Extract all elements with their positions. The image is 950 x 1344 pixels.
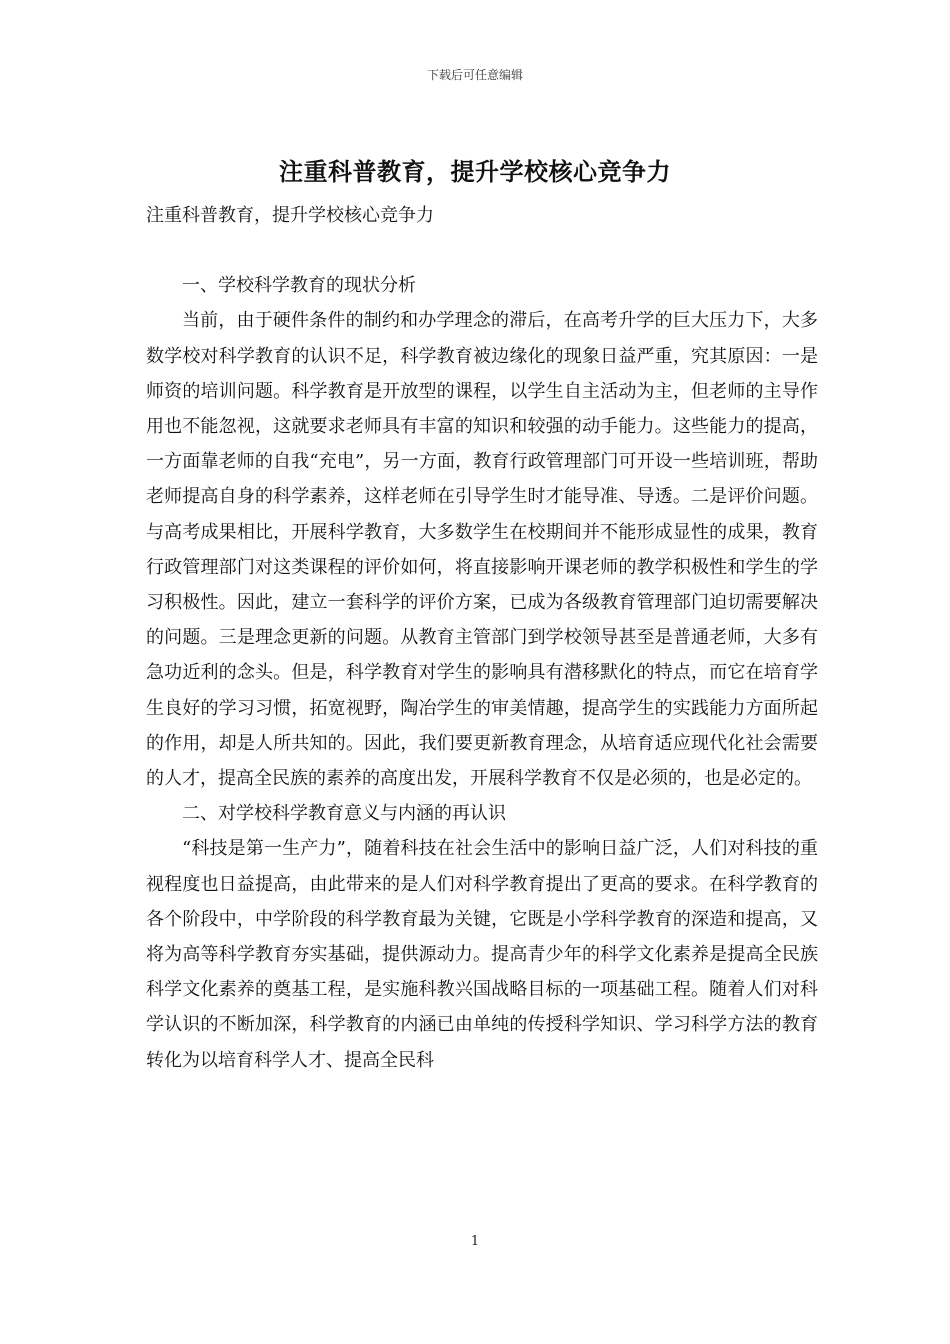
section-heading-2: 二、对学校科学教育意义与内涵的再认识 bbox=[182, 803, 506, 825]
page-header-note: 下载后可任意编辑 bbox=[426, 68, 523, 82]
document-body bbox=[146, 198, 818, 1078]
section-heading-1: 一、学校科学教育的现状分析 bbox=[182, 275, 416, 297]
section-paragraph-2: “科技是第一生产力”，随着科技在社会生活中的影响日益广泛，人们对科技的重视程度也日益提高，由此带来的是人们对科学教育提出了更高的要求。在科学教育的各个阶段中，中学阶段的科学教育最为关键，它既是小学科学教育的深造和提高，又将为高等科学教育夯实基础，提供源动力。提高青少年的科学文化素养是提高全民族科学文化素养的奠基工程，是实施科教兴国战略目标的一项基础工程。随着人们对科学认识的不断加深，科学教育的内涵已由单纯的传授科学知识、学习科学方法的教育转化为以培育科学人才、提高全民科 bbox=[146, 838, 818, 1071]
section-paragraph-1: 当前，由于硬件条件的制约和办学理念的滞后，在高考升学的巨大压力下，大多数学校对科学教育的认识不足，科学教育被边缘化的现象日益严重，究其原因：一是师资的培训问题。科学教育是开放型的课程，以学生自主活动为主，但老师的主导作用也不能忽视，这就要求老师具有丰富的知识和较强的动手能力。这些能力的提高，一方面靠老师的自我“充电”，另一方面，教育行政管理部门可开设一些培训班，帮助老师提高自身的科学素养，这样老师在引导学生时才能导准、导透。二是评价问题。与高考成果相比，开展科学教育，大多数学生在校期间并不能形成显性的成果，教育行政管理部门对这类课程的评价如何，将直接影响开课老师的教学积极性和学生的学习积极性。因此，建立一套科学的评价方案，已成为各级教育管理部门迫切需要解决的问题。三是理念更新的问题。从教育主管部门到学校领导甚至是普通老师，大多有急功近利的念头。但是，科学教育对学生的影响具有潜移默化的特点，而它在培育学生良好的学习习惯，拓宽视野，陶冶学生的审美情趣，提高学生的实践能力方面所起的作用，却是人所共知的。因此，我们要更新教育理念，从培育适应现代化社会需要的人才，提高全民族的素养的高度出发，开展科学教育不仅是必须的，也是必定的。 bbox=[146, 310, 818, 790]
document-subtitle: 注重科普教育，提升学校核心竞争力 bbox=[146, 205, 434, 226]
page-number: 1 bbox=[470, 1234, 480, 1249]
document-title: 注重科普教育，提升学校核心竞争力 bbox=[279, 157, 671, 186]
